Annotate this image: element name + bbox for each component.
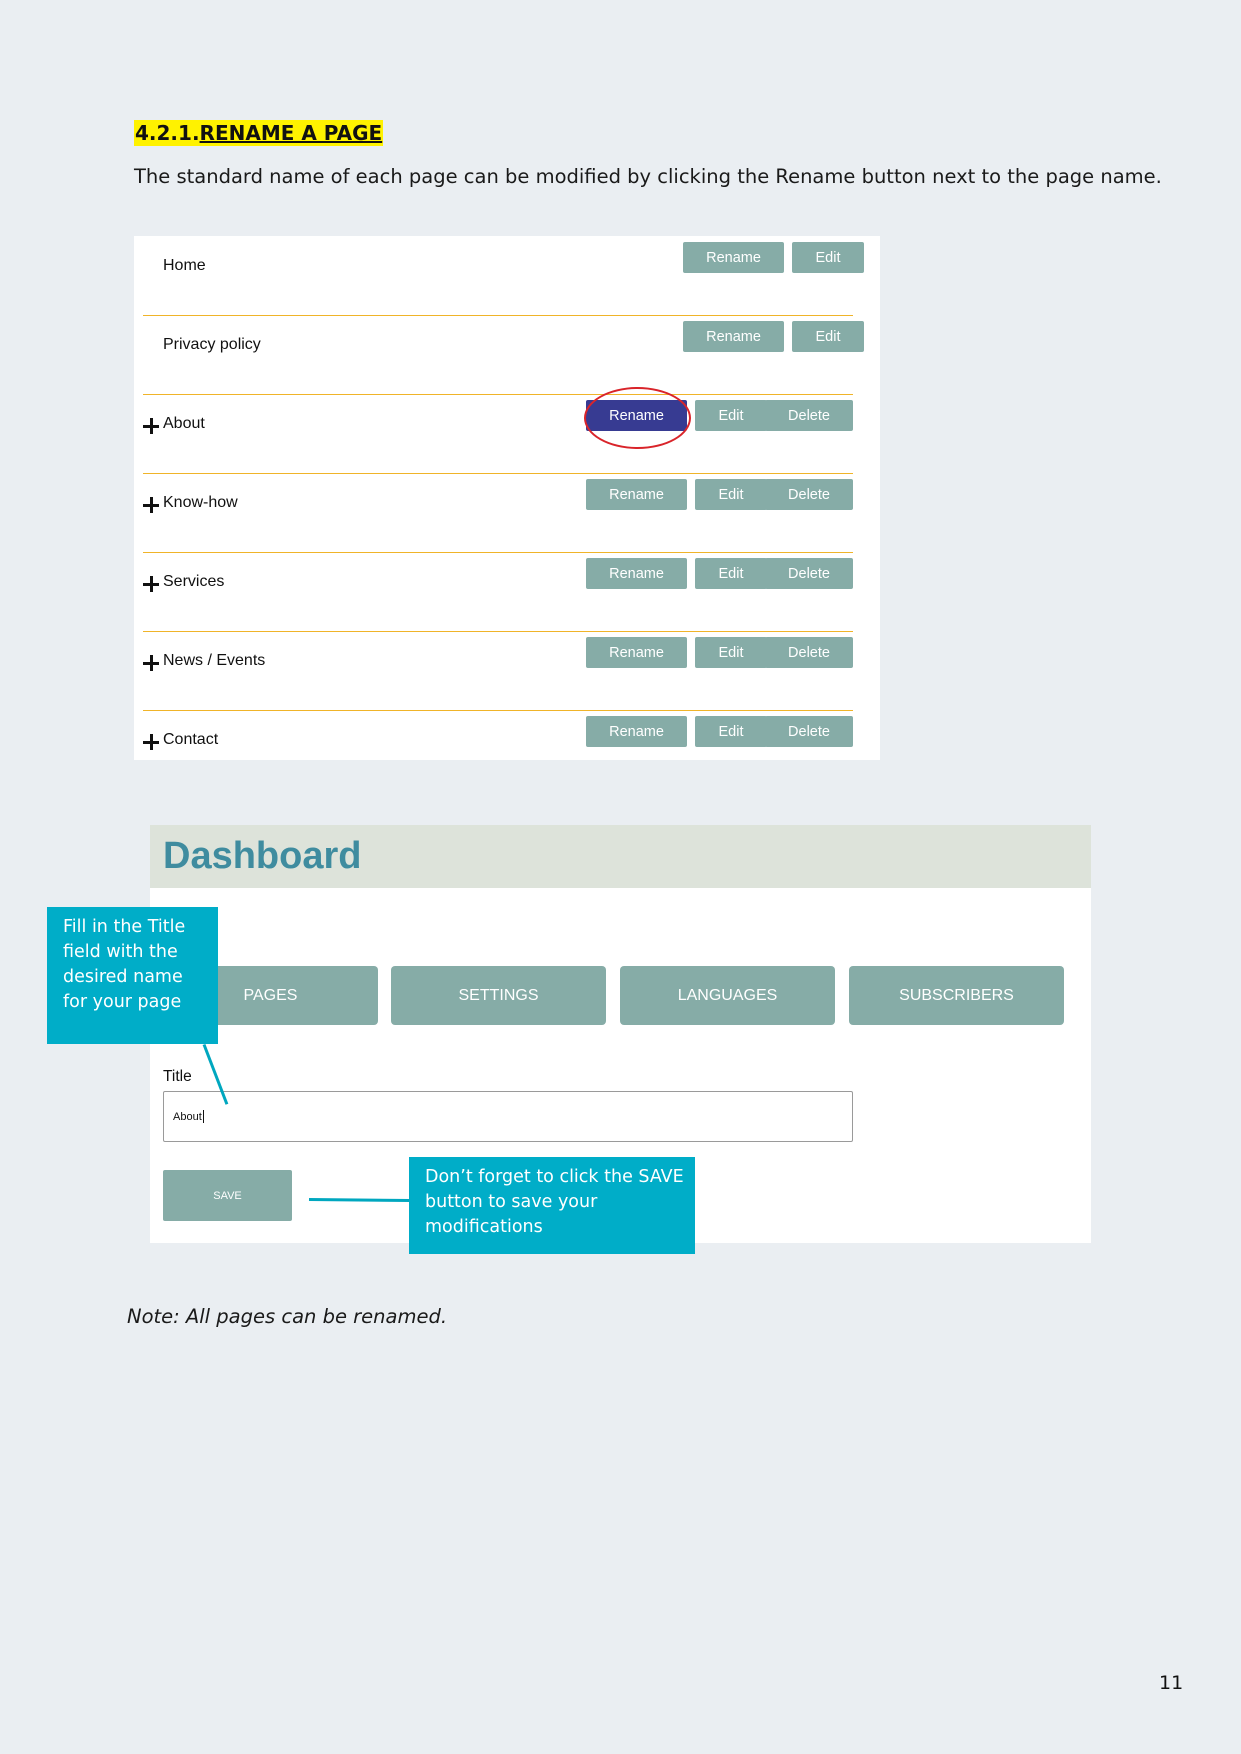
delete-button[interactable]: Delete <box>765 558 853 589</box>
page-row-services <box>143 552 853 632</box>
page-name: Contact <box>163 731 219 748</box>
expand-plus-icon[interactable] <box>143 576 159 592</box>
red-highlight-circle <box>584 387 691 449</box>
nav-settings-button[interactable]: SETTINGS <box>391 966 606 1025</box>
edit-button[interactable]: Edit <box>695 716 767 747</box>
expand-plus-icon[interactable] <box>143 734 159 750</box>
page-row-privacy-policy <box>143 315 853 395</box>
nav-languages-button[interactable]: LANGUAGES <box>620 966 835 1025</box>
note-text: Note: All pages can be renamed. <box>127 1305 448 1328</box>
expand-plus-icon[interactable] <box>143 418 159 434</box>
page-name: About <box>163 415 205 432</box>
dashboard-header <box>150 825 1091 888</box>
page-name: Home <box>163 257 206 274</box>
section-heading <box>134 120 383 146</box>
rename-button-highlighted[interactable]: Rename <box>586 400 687 431</box>
edit-button[interactable]: Edit <box>695 479 767 510</box>
page-number: 11 <box>1159 1672 1184 1694</box>
nav-pages-button[interactable]: PAGES <box>163 966 378 1025</box>
page-row-news-events <box>143 631 853 711</box>
expand-plus-icon[interactable] <box>143 655 159 671</box>
delete-button[interactable]: Delete <box>765 716 853 747</box>
edit-button[interactable]: Edit <box>792 321 864 352</box>
page-list-screenshot <box>134 236 880 760</box>
page-row-about <box>143 394 853 474</box>
nav-subscribers-button[interactable]: SUBSCRIBERS <box>849 966 1064 1025</box>
page-name: Privacy policy <box>163 336 261 353</box>
title-field-label: Title <box>163 1068 192 1085</box>
section-number: 4.2.1. <box>135 121 200 145</box>
delete-button[interactable]: Delete <box>765 479 853 510</box>
edit-button[interactable]: Edit <box>695 637 767 668</box>
page-name: News / Events <box>163 652 266 669</box>
rename-button[interactable]: Rename <box>683 242 784 273</box>
rename-button[interactable]: Rename <box>586 716 687 747</box>
page-name: Know-how <box>163 494 238 511</box>
dashboard-title: Dashboard <box>163 835 362 877</box>
page-name: Services <box>163 573 225 590</box>
callout-title-field: Fill in the Title field with the desired name for your page <box>47 907 218 1044</box>
edit-button[interactable]: Edit <box>695 400 767 431</box>
rename-button[interactable]: Rename <box>586 558 687 589</box>
delete-button[interactable]: Delete <box>765 637 853 668</box>
delete-button[interactable]: Delete <box>765 400 853 431</box>
text-caret <box>203 1110 204 1123</box>
edit-button[interactable]: Edit <box>792 242 864 273</box>
title-input[interactable] <box>163 1091 853 1142</box>
rename-button[interactable]: Rename <box>586 479 687 510</box>
rename-button[interactable]: Rename <box>586 637 687 668</box>
expand-plus-icon[interactable] <box>143 497 159 513</box>
page-row-know-how <box>143 473 853 553</box>
callout-save-button: Don’t forget to click the SAVE button to save your modifications <box>409 1157 695 1254</box>
title-input-value: About <box>173 1110 202 1123</box>
edit-button[interactable]: Edit <box>695 558 767 589</box>
page-row-contact <box>143 710 853 789</box>
section-title: RENAME A PAGE <box>199 121 383 145</box>
save-button[interactable]: SAVE <box>163 1170 292 1221</box>
rename-button[interactable]: Rename <box>683 321 784 352</box>
page-row-home <box>143 236 853 316</box>
intro-paragraph: The standard name of each page can be modified by clicking the Rename button next to the page name. <box>134 165 1162 188</box>
